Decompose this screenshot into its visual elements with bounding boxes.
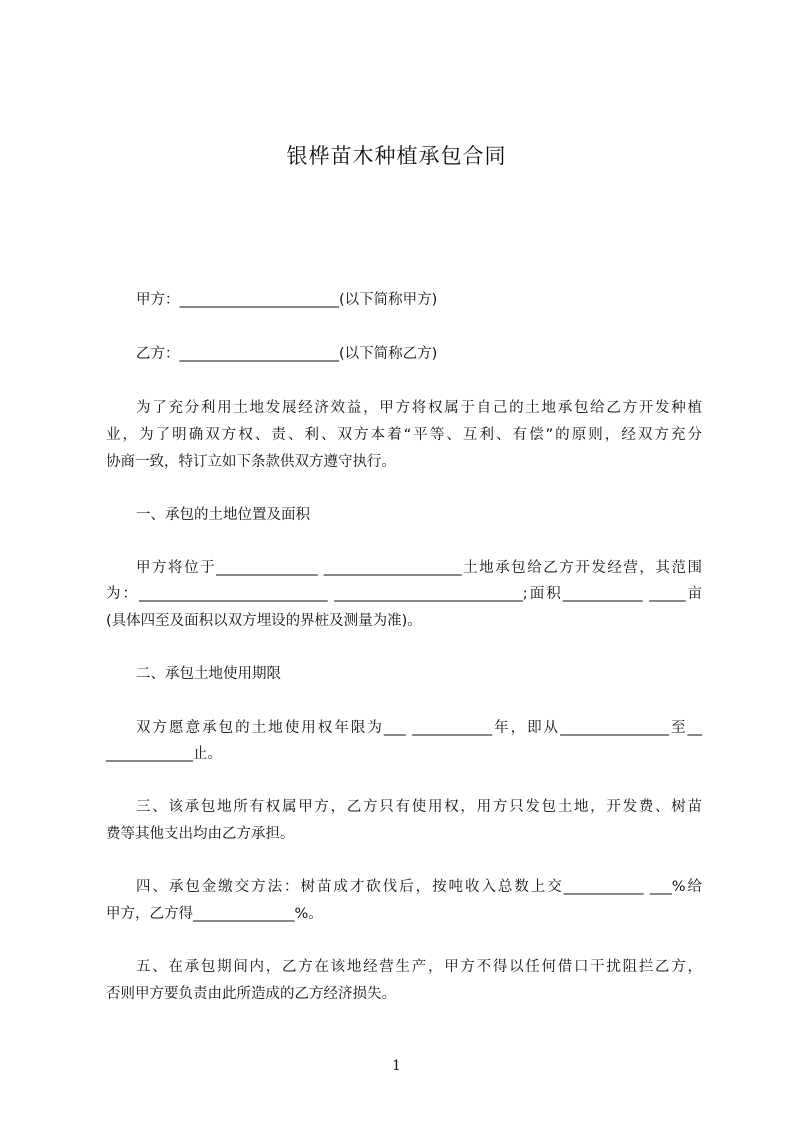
document-title: 银桦苗木种植承包合同 (286, 144, 507, 168)
intro-line: 为了充分利用土地发展经济效益，甲方将权属于自己的土地承包给乙方开发种植 (136, 400, 702, 416)
party-a-line: 甲方：______________________(以下简称甲方) (136, 292, 438, 308)
section-3-line: 费等其他支出均由乙方承担。 (106, 826, 295, 842)
section-1-line: 甲方将位于______________ ___________________土地承包给乙方开发经营，其范围 (136, 560, 702, 576)
section-5-line: 五、在承包期间内，乙方在该地经营生产，甲方不得以任何借口干扰阻拦乙方， (136, 959, 702, 975)
section-1-line: (具体四至及面积以双方埋设的界桩及测量为准)。 (106, 613, 422, 629)
page-number: 1 (392, 1058, 401, 1074)
section-4-line: 甲方，乙方得______________%。 (106, 906, 323, 922)
intro-line: 业，为了明确双方权、责、利、双方本着“平等、互利、有偿”的原则，经双方充分 (106, 427, 702, 443)
section-2-line: 双方愿意承包的土地使用权年限为___ ___________年，即从_______________至__ (136, 720, 702, 736)
intro-line: 协商一致，特订立如下条款供双方遵守执行。 (106, 454, 396, 470)
party-b-line: 乙方：______________________(以下简称乙方) (136, 346, 438, 362)
section-4-line: 四、承包金缴交方法：树苗成才砍伐后，按吨收入总数上交___________ ___%给 (136, 879, 702, 895)
section-2-heading: 二、承包土地使用期限 (136, 666, 281, 682)
section-1-line: 为：__________________________ __________________________;面积___________ _____亩 (106, 586, 702, 602)
section-3-line: 三、该承包地所有权属甲方，乙方只有使用权，用方只发包土地，开发费、树苗 (136, 799, 702, 815)
section-1-heading: 一、承包的土地位置及面积 (136, 507, 310, 523)
section-2-line: ____________止。 (106, 746, 222, 762)
section-5-line: 否则甲方要负责由此所造成的乙方经济损失。 (106, 986, 396, 1002)
